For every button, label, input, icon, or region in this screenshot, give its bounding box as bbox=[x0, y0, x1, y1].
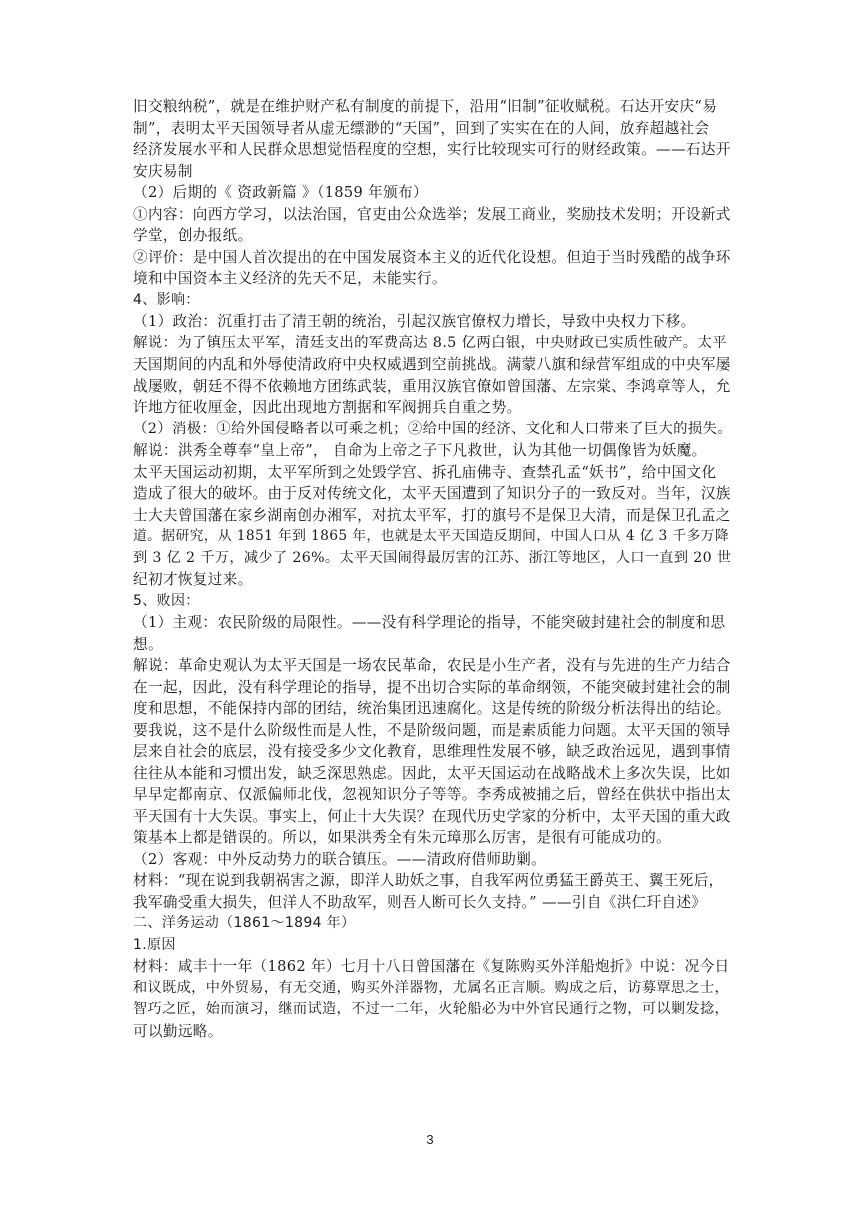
text-line: 太平天国运动初期，太平军所到之处毁学宫、拆孔庙佛寺、查禁孔孟“妖书”，给中国文化 bbox=[133, 463, 717, 481]
text-line: 解说：革命史观认为太平天国是一场农民革命，农民是小生产者，没有与先进的生产力结合 bbox=[133, 657, 731, 674]
text-line: 材料：“现在说到我朝祸害之源，即洋人助妖之事，自我军两位勇猛王爵英王、翼王死后， bbox=[133, 872, 724, 889]
section-heading: （2）后期的《 资政新篇 》（1859 年颁布） bbox=[133, 184, 428, 201]
text-line: 士大夫曾国藩在家乡湖南创办湘军，对抗太平军，打的旗号不是保卫大清，而是保卫孔孟之 bbox=[133, 506, 731, 524]
text-line: 在一起，因此，没有科学理论的指导，提不出切合实际的革命纲领，不能突破封建社会的制 bbox=[133, 678, 731, 696]
section-heading: （2）消极：①给外国侵略者以可乘之机；②给中国的经济、文化和人口带来了巨大的损失。 bbox=[133, 420, 733, 437]
text-line: 制”，表明太平天国领导者从虚无缥渺的“天国”，回到了实实在在的人间，放弃超越社会 bbox=[133, 119, 710, 137]
page-number: 3 bbox=[426, 1132, 434, 1147]
text-line: 我军确受重大损失，但洋人不助敌军，则吾人断可长久支持。” ——引自《洪仁玕自述》 bbox=[133, 893, 707, 911]
text-line: 许地方征收厘金，因此出现地方割据和军阀拥兵自重之势。 bbox=[133, 399, 522, 416]
text-line: 境和中国资本主义经济的先天不足，未能实行。 bbox=[133, 270, 447, 287]
section-heading: （1）主观：农民阶级的局限性。——没有科学理论的指导，不能突破封建社会的制度和思 bbox=[133, 614, 726, 631]
text-line: 旧交粮纳税”，就是在维护财产私有制度的前提下，沿用“旧制”征收赋税。石达开安庆“易 bbox=[133, 98, 718, 115]
section-heading: （2）客观：中外反动势力的联合镇压。——清政府借师助剿。 bbox=[133, 850, 547, 868]
text-line: 到 3 亿 2 千万，减少了 26%。太平天国闹得最厉害的江苏、浙江等地区，人口一直到 20 世 bbox=[133, 549, 732, 566]
text-line: 智巧之匠，始而演习，继而试造，不过一二年，火轮船必为中外官民通行之物，可以剿发捻， bbox=[133, 1001, 730, 1017]
section-heading: 1.原因 bbox=[133, 936, 176, 953]
text-line: 学堂，创办报纸。 bbox=[133, 227, 253, 244]
text-line: 安庆易制 bbox=[133, 162, 193, 180]
text-line: 可以勤远略。 bbox=[133, 1022, 223, 1040]
text-line: 经济发展水平和人民群众思想觉悟程度的空想，实行比较现实可行的财经政策。——石达开 bbox=[133, 141, 731, 158]
text-line: 早早定都南京、仅派偏师北伐，忽视知识分子等等。李秀成被捕之后，曾经在供状中指出太 bbox=[133, 786, 731, 803]
section-heading: 5、败因： bbox=[133, 592, 200, 609]
text-line: 策基本上都是错误的。所以，如果洪秀全有朱元璋那么厉害，是很有可能成功的。 bbox=[133, 829, 671, 846]
text-line: 和议既成，中外贸易，有无交通，购买外洋器物，尤属名正言顺。购成之后，访募覃思之士， bbox=[133, 979, 730, 996]
text-line: 要我说，这不是什么阶级性而是人性，不是阶级问题，而是素质能力问题。太平天国的领导 bbox=[133, 721, 731, 739]
text-line: 解说：为了镇压太平军，清廷支出的军费高达 8.5 亿两白银，中央财政已实质性破产。太平 bbox=[133, 334, 727, 351]
text-line: 道。据研究，从 1851 年到 1865 年，也就是太平天国造反期间，中国人口从 4 亿 3 千多万降 bbox=[133, 528, 730, 544]
text-line: 纪初才恢复过来。 bbox=[133, 571, 253, 588]
text-line: ①内容：向西方学习，以法治国，官吏由公众选举；发展工商业，奖励技术发明；开设新式 bbox=[133, 205, 731, 223]
text-line: 平天国有十大失误。事实上，何止十大失误？在现代历史学家的分析中，太平天国的重大政 bbox=[133, 807, 731, 825]
section-heading: （1）政治：沉重打击了清王朝的统治，引起汉族官僚权力增长，导致中央权力下移。 bbox=[133, 313, 696, 330]
text-line: 解说：洪秀全尊奉“皇上帝”， 自命为上帝之子下凡救世，认为其他一切偶像皆为妖魔。 bbox=[133, 442, 707, 459]
text-line: 材料：咸丰十一年（1862 年）七月十八日曾国藩在《复陈购买外洋船炮折》中说：况今日 bbox=[133, 958, 730, 975]
text-line: 造成了很大的破坏。由于反对传统文化，太平天国遭到了知识分子的一致反对。当年，汉族 bbox=[133, 485, 731, 502]
text-line: 想。 bbox=[133, 635, 163, 653]
text-line: 天国期间的内乱和外辱使清政府中央权威遇到空前挑战。满蒙八旗和绿营军组成的中央军屡 bbox=[133, 356, 731, 373]
text-line: ②评价：是中国人首次提出的在中国发展资本主义的近代化设想。但迫于当时残酷的战争环 bbox=[133, 248, 731, 266]
text-line: 往往从本能和习惯出发，缺乏深思熟虑。因此，太平天国运动在战略战术上多次失误，比如 bbox=[133, 764, 731, 782]
section-heading: 4、影响： bbox=[133, 291, 200, 308]
text-line: 层来自社会的底层，没有接受多少文化教育，思维理性发展不够，缺乏政治远见，遇到事情 bbox=[133, 743, 731, 760]
text-line: 度和思想，不能保持内部的团结，统治集团迅速腐化。这是传统的阶级分析法得出的结论。 bbox=[133, 700, 731, 717]
section-heading: 二、洋务运动（1861～1894 年） bbox=[133, 915, 356, 931]
text-line: 战屡败，朝廷不得不依赖地方团练武装，重用汉族官僚如曾国藩、左宗棠、李鸿章等人，允 bbox=[133, 377, 731, 395]
document-body bbox=[133, 96, 733, 1042]
